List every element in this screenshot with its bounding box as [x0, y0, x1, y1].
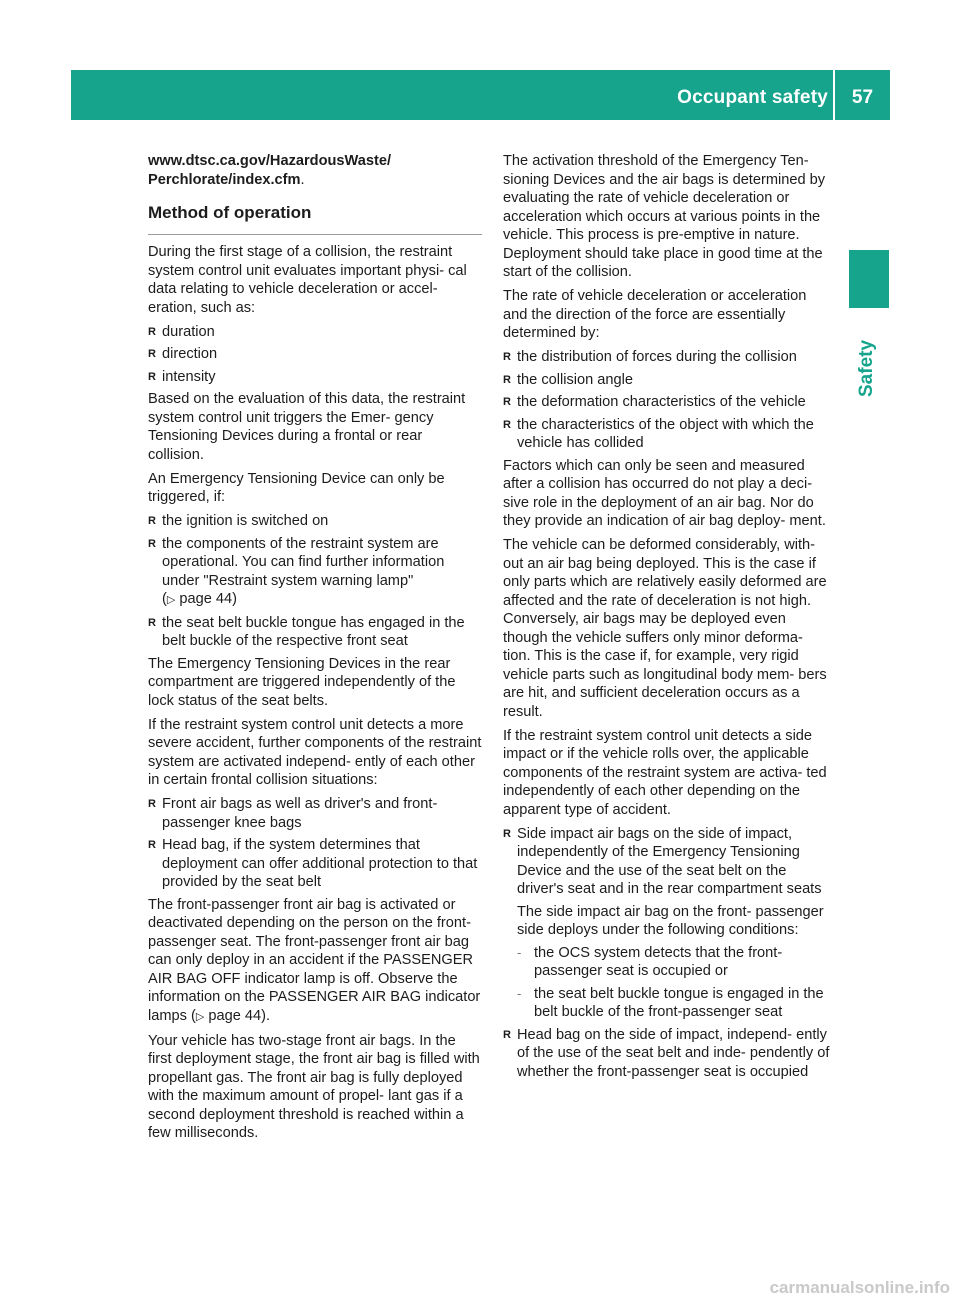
- paragraph: The Emergency Tensioning Devices in the rear compartment are triggered independently of the lock status of the seat belts.: [148, 655, 456, 709]
- page-reference[interactable]: page 44).: [204, 1007, 271, 1024]
- bullet-icon: R: [503, 396, 511, 408]
- bullet-list: [148, 323, 482, 387]
- section-heading: Method of operation: [148, 202, 482, 235]
- bullet-icon: R: [148, 839, 156, 851]
- list-item: [148, 535, 482, 610]
- paragraph: The rate of vehicle deceleration or acceleration and the direction of the force are essentially determined by:: [503, 288, 807, 341]
- paragraph: Your vehicle has two-stage front air bags. In the first deployment stage, the front air bag is filled with propellant gas. The front air bag is fully deployed with the maximum amount of propel- lant gas if a second deployment threshold is reached within a few milliseconds.: [148, 1032, 480, 1141]
- dash-icon: -: [517, 944, 522, 960]
- list-item-text: the ignition is switched on: [162, 513, 329, 529]
- dash-list: [517, 944, 834, 1022]
- list-item-text: the distribution of forces during the collision: [517, 349, 797, 365]
- list-item: [148, 614, 482, 651]
- ref-open: (: [162, 591, 167, 607]
- list-item: [517, 985, 834, 1022]
- list-item-text: the seat belt buckle tongue is engaged in the belt buckle of the front-passenger seat: [534, 985, 824, 1020]
- page-number: 57: [851, 87, 874, 108]
- bullet-icon: R: [503, 418, 511, 431]
- bullet-list: [503, 825, 834, 1082]
- list-item-text: the seat belt buckle tongue has engaged in the belt buckle of the respective front seat: [162, 614, 465, 649]
- list-item: [503, 348, 834, 367]
- bullet-icon: R: [503, 351, 511, 363]
- list-item: [148, 512, 482, 531]
- bullet-icon: R: [503, 1028, 511, 1041]
- paragraph: An Emergency Tensioning Device can only be triggered, if:: [148, 470, 445, 505]
- side-tab-marker: [849, 250, 889, 308]
- side-tab-label: Safety: [856, 339, 877, 397]
- paragraph: The activation threshold of the Emergency Ten- sioning Devices and the air bags is determined by evaluating the rate of vehicle deceleration or acceleration which occurs at various points in the vehicle. This process is pre-emptive in nature. Deployment should take place in good time at the start of the collision.: [503, 153, 826, 280]
- bullet-icon: R: [148, 616, 156, 629]
- ref-page: page 44): [175, 591, 238, 607]
- list-item: [503, 371, 834, 390]
- bullet-icon: R: [148, 798, 156, 810]
- reference-arrow-icon: ▷: [166, 594, 176, 606]
- paragraph: Factors which can only be seen and measured after a collision has occurred do not play a deci- sive role in the deployment of an air bag. Nor do they provide an indication of air bag deploy- ment.: [503, 457, 826, 529]
- right-column: [503, 152, 834, 1085]
- paragraph: If the restraint system control unit detects a side impact or if the vehicle rolls over, the applicable components of the restraint system are activa- ted independently of each other depending on the apparent type of accident.: [503, 727, 827, 818]
- list-item: [503, 416, 834, 453]
- page-reference[interactable]: [162, 591, 237, 607]
- bullet-list: [148, 795, 482, 892]
- bullet-icon: R: [503, 827, 511, 840]
- list-item-text: Head bag on the side of impact, independ- ently of the use of the seat belt and inde- pendently of whether the front-passenger seat is occupied: [517, 1026, 830, 1080]
- list-item-text: Head bag, if the system determines that deployment can offer additional protection to that provided by the seat belt: [162, 837, 478, 890]
- url-suffix: .: [300, 171, 305, 188]
- bullet-icon: R: [148, 370, 156, 383]
- list-item: [148, 345, 482, 364]
- bullet-icon: R: [148, 325, 156, 338]
- list-item-text: the OCS system detects that the front- passenger seat is occupied or: [534, 944, 783, 979]
- bullet-icon: R: [148, 515, 156, 527]
- list-item-text: the components of the restraint system are operational. You can find further information under "Restraint system warning lamp": [162, 535, 445, 589]
- paragraph: If the restraint system control unit detects a more severe accident, further components of the restraint system are activated independ- ently of each other in certain frontal collision situations:: [148, 716, 482, 788]
- list-item-text: the collision angle: [517, 371, 634, 388]
- bullet-icon: R: [148, 348, 156, 360]
- bullet-list: [503, 348, 834, 453]
- paragraph: Based on the evaluation of this data, the restraint system control unit triggers the Emer- gency Tensioning Devices during a frontal or rear collision.: [148, 391, 466, 463]
- list-item-text: Front air bags as well as driver's and front- passenger knee bags: [162, 796, 438, 831]
- paragraph: During the first stage of a collision, the restraint system control unit evaluates important physi- cal data relating to vehicle deceleration or accel- eration, such as:: [148, 244, 467, 316]
- paragraph: The vehicle can be deformed considerably, with- out an air bag being deployed. This is the case if only parts which are relatively easily deformed are affected and the rate of deceleration is not high. Conversely, air bags may be deployed even though the vehicle suffers only minor deforma- tion. This is the case if, for example, very rigid vehicle parts such as longitudinal body mem- bers are hit, and sufficient deceleration occurs as a result.: [503, 537, 827, 720]
- bullet-icon: R: [503, 373, 511, 386]
- list-item: [148, 323, 482, 342]
- list-item: [517, 944, 834, 981]
- list-item-text: Side impact air bags on the side of impact, independently of the Emergency Tensioning Device and the use of the seat belt on the driver's seat and in the rear compartment seats: [517, 825, 822, 897]
- url-text[interactable]: www.dtsc.ca.gov/HazardousWaste/ Perchlorate/index.cfm: [148, 153, 392, 188]
- page-title: Occupant safety: [677, 87, 828, 108]
- bullet-icon: R: [148, 537, 156, 550]
- reference-arrow-icon: ▷: [195, 1010, 205, 1023]
- list-item-text: the characteristics of the object with which the vehicle has collided: [517, 416, 814, 451]
- dash-icon: -: [517, 985, 522, 1001]
- list-item: [148, 795, 482, 832]
- paragraph-text: The front-passenger front air bag is activated or deactivated depending on the person on the front-passenger seat. The front-passenger front air bag can only deploy in an accident if the PASSENGER AIR BAG OFF indicator lamp is off. Observe the information on the PASSENGER AIR BAG indicator lamps (: [148, 896, 481, 1024]
- list-item-subparagraph: The side impact air bag on the front- passenger side deploys under the following conditions:: [517, 903, 824, 938]
- list-item: [503, 1026, 834, 1082]
- list-item: [148, 368, 482, 387]
- list-item: [503, 825, 834, 1022]
- list-item-text: intensity: [162, 368, 216, 385]
- list-item-text: duration: [162, 323, 215, 340]
- list-item-text: direction: [162, 346, 218, 362]
- paragraph: [148, 896, 482, 1027]
- watermark: carmanualsonline.info: [769, 1278, 950, 1297]
- list-item: [148, 836, 482, 892]
- bullet-list: [148, 512, 482, 651]
- web-address[interactable]: [148, 152, 482, 189]
- list-item: [503, 393, 834, 412]
- left-column: [148, 152, 482, 1148]
- list-item-text: the deformation characteristics of the vehicle: [517, 394, 806, 410]
